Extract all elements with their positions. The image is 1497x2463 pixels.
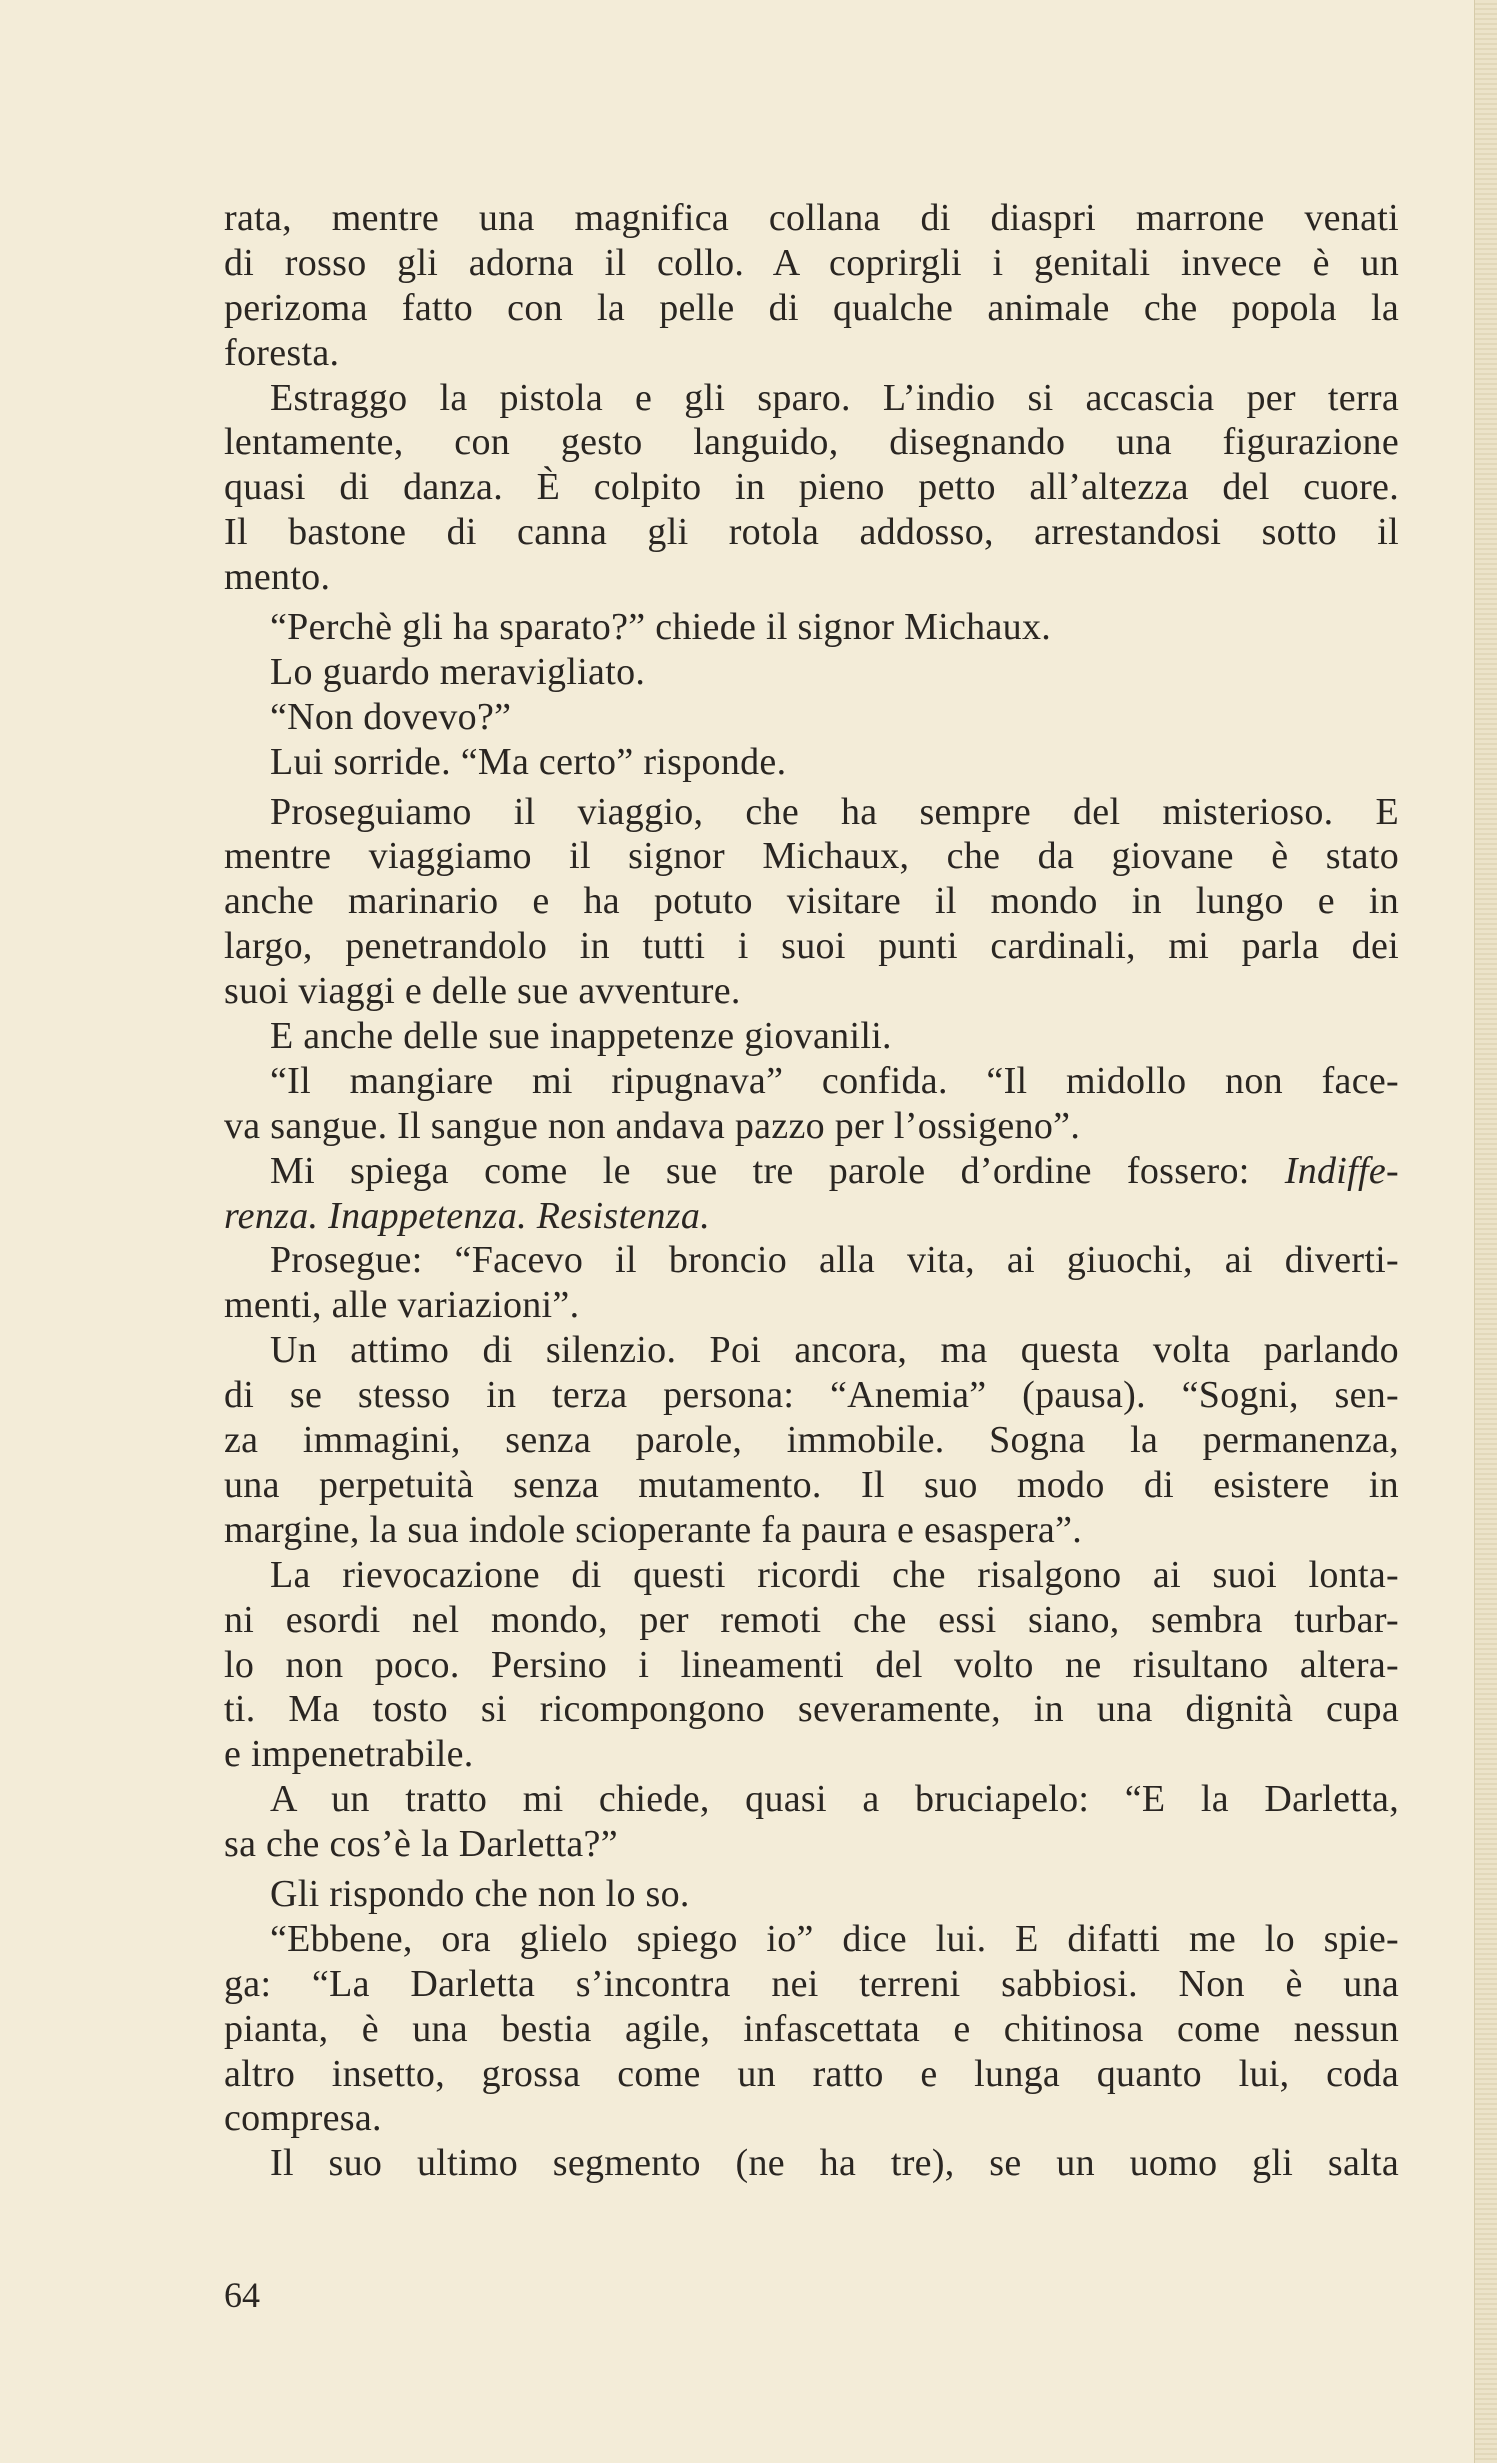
text-line: E anche delle sue inappetenze giovanili.	[270, 1015, 892, 1058]
page-number: 64	[224, 2275, 260, 2315]
text-line: “Il mangiare mi ripugnava” confida. “Il midollo non face-	[270, 1059, 1399, 1102]
text-line: e impenetrabile.	[224, 1733, 474, 1776]
text-line: “Perchè gli ha sparato?” chiede il signor Michaux.	[270, 606, 1052, 649]
text-line: Prosegue: “Facevo il broncio alla vita, ai giuochi, ai diverti-	[270, 1239, 1399, 1282]
text-line: rata, mentre una magnifica collana di diaspri marrone venati	[224, 197, 1399, 239]
text-line: za immagini, senza parole, immobile. Sogna la permanenza,	[224, 1419, 1399, 1462]
text-line: largo, penetrandolo in tutti i suoi punti cardinali, mi parla dei	[224, 925, 1399, 968]
text-line: foresta.	[224, 331, 340, 374]
text-line: lentamente, con gesto languido, disegnando una figurazione	[224, 421, 1399, 464]
text-line: mentre viaggiamo il signor Michaux, che da giovane è stato	[224, 835, 1399, 878]
text-line: ni esordi nel mondo, per remoti che essi siano, sembra turbar-	[224, 1598, 1399, 1641]
text-line: perizoma fatto con la pelle di qualche animale che popola la	[224, 286, 1399, 329]
text-line: suoi viaggi e delle sue avventure.	[224, 970, 741, 1013]
text-line: quasi di danza. È colpito in pieno petto all’altezza del cuore.	[224, 466, 1399, 509]
text-line: “Ebbene, ora glielo spiego io” dice lui. E difatti me lo spie-	[270, 1917, 1399, 1960]
text-line: lo non poco. Persino i lineamenti del volto ne risultano altera-	[224, 1643, 1399, 1686]
text-line: Estraggo la pistola e gli sparo. L’indio si accascia per terra	[270, 376, 1399, 419]
text-line: anche marinario e ha potuto visitare il mondo in lungo e in	[224, 880, 1399, 923]
text-line: “Non dovevo?”	[270, 695, 512, 738]
text-line: mento.	[224, 556, 331, 599]
page-edge	[1474, 0, 1497, 2463]
text-line: Gli rispondo che non lo so.	[270, 1872, 690, 1915]
text-line: Un attimo di silenzio. Poi ancora, ma questa volta parlando	[270, 1329, 1399, 1372]
text-line: menti, alle variazioni”.	[224, 1284, 580, 1327]
text-line	[224, 1194, 1399, 1239]
text-span: Mi spiega come le sue tre parole d’ordine fossero:	[270, 1149, 1285, 1192]
text-line: compresa.	[224, 2097, 382, 2140]
text-line: ga: “La Darletta s’incontra nei terreni sabbiosi. Non è una	[224, 1962, 1399, 2005]
text-line: Proseguiamo il viaggio, che ha sempre del misterioso. E	[270, 790, 1399, 833]
text-line: pianta, è una bestia agile, infascettata e chitinosa come nessun	[224, 2007, 1399, 2050]
text-line: altro insetto, grossa come un ratto e lunga quanto lui, coda	[224, 2052, 1399, 2095]
text-line: di rosso gli adorna il collo. A coprirgli i genitali invece è un	[224, 241, 1399, 284]
text-line: margine, la sua indole scioperante fa paura e esaspera”.	[224, 1508, 1083, 1551]
text-line: ti. Ma tosto si ricompongono severamente, in una dignità cupa	[224, 1688, 1399, 1731]
text-line: Lui sorride. “Ma certo” risponde.	[270, 740, 787, 783]
text-line: Il bastone di canna gli rotola addosso, arrestandosi sotto il	[224, 511, 1399, 554]
body-text	[224, 196, 1399, 2186]
italic-text: Indiffe-	[1284, 1149, 1399, 1192]
text-line: A un tratto mi chiede, quasi a bruciapelo: “E la Darletta,	[270, 1778, 1399, 1821]
text-line: di se stesso in terza persona: “Anemia” (pausa). “Sogni, sen-	[224, 1374, 1399, 1417]
text-line: Lo guardo meravigliato.	[270, 650, 646, 693]
italic-text: renza. Inappetenza. Resistenza.	[224, 1194, 710, 1237]
text-line	[224, 1149, 1399, 1194]
text-line: una perpetuità senza mutamento. Il suo modo di esistere in	[224, 1463, 1399, 1506]
text-line: La rievocazione di questi ricordi che risalgono ai suoi lonta-	[270, 1553, 1399, 1596]
text-line: sa che cos’è la Darletta?”	[224, 1823, 618, 1866]
text-line: Il suo ultimo segmento (ne ha tre), se un uomo gli salta	[270, 2142, 1399, 2185]
text-line: va sangue. Il sangue non andava pazzo per l’ossigeno”.	[224, 1104, 1081, 1147]
